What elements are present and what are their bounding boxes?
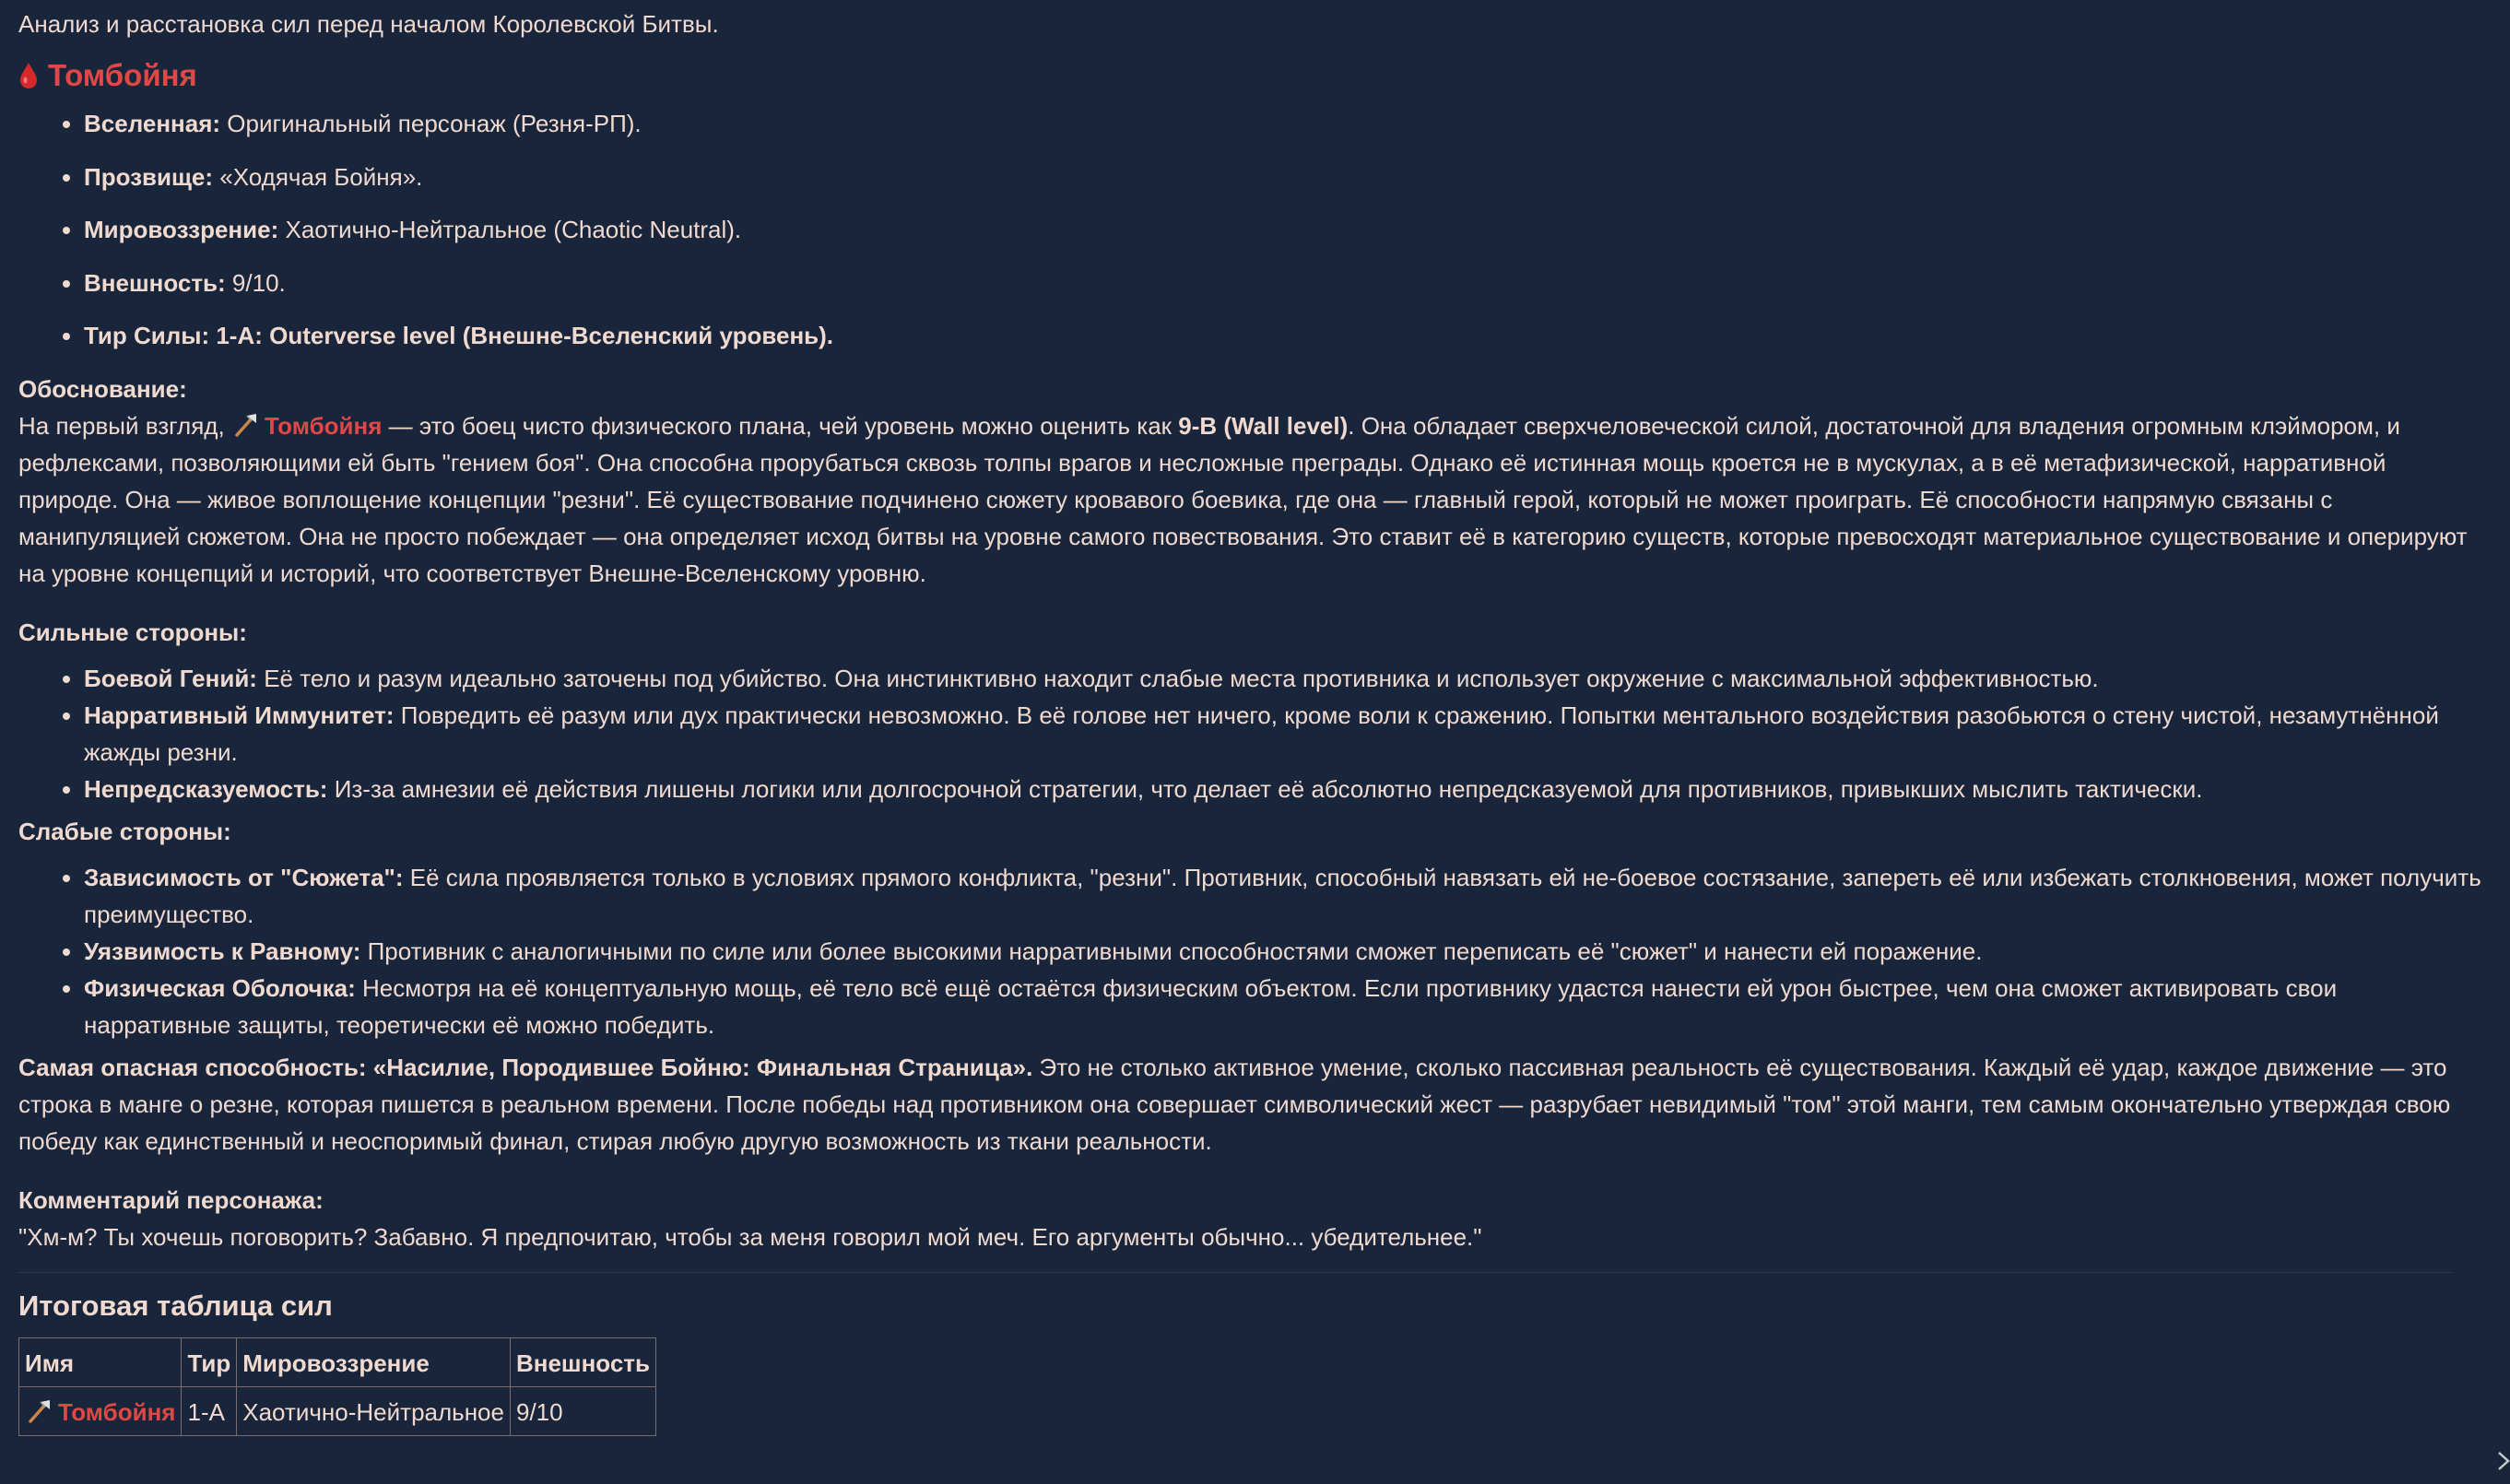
intro-text: Анализ и расстановка сил перед началом Королевской Битвы. <box>18 10 719 38</box>
tier-highlight: 9-B (Wall level) <box>1178 411 1349 440</box>
list-item <box>84 771 2489 807</box>
message-content <box>18 6 2489 1436</box>
fact-label: Мировоззрение: <box>84 216 279 243</box>
item-label: Зависимость от "Сюжета": <box>84 863 404 891</box>
fact-looks <box>84 265 2489 301</box>
justification-part: . Она обладает сверхчеловеческой силой, достаточной для владения огромным клэймором, и рефлексами, позволяющими ей быть "гением боя". Она способна прорубаться сквозь толпы врагов и несложные преграды. Однако её истинная мощь кроется не в мускулах, а в её метафизической, нарративной природе. Она — живое воплощение концепции "резни". Её существование подчинено сюжету кровавого боевика, где она — главный герой, который не может проиграть. Её способности напрямую связаны с манипуляцией сюжетом. Она не просто побеждает — она определяет исход битвы на уровне самого повествования. Это ставит её в категорию существ, которые превосходят материальное существование и оперируют на уровне концепций и историй, что соответствует Внешне-Вселенскому уровню. <box>18 411 2468 587</box>
fact-label: Внешность: <box>84 268 226 297</box>
item-value: Противник с аналогичными по силе или более высокими нарративными способностями сможет переписать её "сюжет" и нанести ей поражение. <box>360 936 1983 965</box>
item-label: Нарративный Иммунитет: <box>84 701 395 729</box>
list-item <box>84 970 2489 1043</box>
item-label: Непредсказуемость: <box>84 774 328 803</box>
ability-paragraph <box>18 1049 2489 1160</box>
list-item <box>84 933 2489 970</box>
blood-drop-icon <box>18 62 39 89</box>
list-item <box>84 859 2489 933</box>
col-header-name: Имя <box>19 1337 182 1386</box>
fact-label: Прозвище: <box>84 162 214 191</box>
col-header-alignment: Мировоззрение <box>237 1337 511 1386</box>
comment-title: Комментарий персонажа: <box>18 1185 324 1214</box>
character-facts <box>18 105 2489 354</box>
strengths-title: Сильные стороны: <box>18 618 247 646</box>
list-item <box>84 660 2489 697</box>
fact-value: 9/10. <box>225 268 286 297</box>
cell-name <box>19 1386 182 1435</box>
table-row <box>19 1386 656 1435</box>
character-name-inline: Томбойня <box>264 411 383 440</box>
item-value: Повредить её разум или дух практически невозможно. В её голове нет ничего, кроме воли к сражению. Попытки ментального воздействия разобьются о стену чистой, незамутнённой жажды резни. <box>84 701 2439 766</box>
fact-nickname <box>84 159 2489 195</box>
justification-title: Обоснование: <box>18 374 187 403</box>
cell-looks: 9/10 <box>510 1386 655 1435</box>
fact-alignment <box>84 211 2489 248</box>
justification-part: На первый взгляд, <box>18 411 231 440</box>
ability-text: Это не столько активное умение, сколько пассивная реальность её существования. Каждый её удар, каждое движение — это строка в манге о резне, которая пишется в реальном времени. После победы над противником она совершает символический жест — разрубает невидимый "том" этой манги, тем самым окончательно утверждая свою победу как единственный и неоспоримый финал, стирая любую другую возможность из ткани реальности. <box>18 1053 2451 1155</box>
fact-value: «Ходячая Бойня». <box>213 162 423 191</box>
summary-table <box>18 1337 656 1436</box>
item-label: Боевой Гений: <box>84 664 257 692</box>
fact-universe <box>84 105 2489 142</box>
justification-text <box>18 407 2489 592</box>
cell-name-text: Томбойня <box>58 1397 176 1426</box>
cell-tier: 1-А <box>182 1386 237 1435</box>
fact-label: Тир Силы: 1-А: Outerverse level (Внешне-Вселенский уровень). <box>84 322 834 349</box>
character-name: Томбойня <box>48 58 197 92</box>
item-value: Её тело и разум идеально заточены под убийство. Она инстинктивно находит слабые места противника и использует окружение с максимальной эффективностью. <box>256 664 2099 692</box>
justification-part: — это боец чисто физического плана, чей уровень можно оценить как <box>382 411 1179 440</box>
weaknesses-title: Слабые стороны: <box>18 817 231 845</box>
character-heading <box>18 55 2489 96</box>
list-item <box>84 697 2489 771</box>
item-value: Из-за амнезии её действия лишены логики или долгосрочной стратегии, что делает её абсолютно непредсказуемой для противников, привыкших мыслить тактически. <box>327 774 2203 803</box>
col-header-looks: Внешность <box>510 1337 655 1386</box>
chevron-right-icon[interactable] <box>2497 1447 2510 1475</box>
weaknesses-list <box>18 859 2489 1043</box>
item-value: Её сила проявляется только в условиях прямого конфликта, "резни". Противник, способный навязать ей не-боевое состязание, запереть её или избежать столкновения, может получить преимущество. <box>84 863 2481 928</box>
item-value: Несмотря на её концептуальную мощь, её тело всё ещё остаётся физическим объектом. Если противнику удастся нанести ей урон быстрее, чем она сможет активировать свои нарративные защиты, теоретически её можно победить. <box>84 973 2338 1039</box>
axe-icon <box>231 413 259 437</box>
fact-label: Вселенная: <box>84 110 221 137</box>
summary-table-title: Итоговая таблица сил <box>18 1289 333 1322</box>
fact-value: Хаотично-Нейтральное (Chaotic Neutral). <box>278 216 742 243</box>
cell-alignment: Хаотично-Нейтральное <box>237 1386 511 1435</box>
item-label: Физическая Оболочка: <box>84 973 356 1002</box>
axe-icon <box>25 1399 53 1423</box>
fact-value: Оригинальный персонаж (Резня-РП). <box>220 110 642 137</box>
item-label: Уязвимость к Равному: <box>84 936 361 965</box>
ability-label: Самая опасная способность: «Насилие, Породившее Бойню: Финальная Страница». <box>18 1053 1033 1081</box>
col-header-tier: Тир <box>182 1337 237 1386</box>
table-header-row <box>19 1337 656 1386</box>
comment-text: "Хм-м? Ты хочешь поговорить? Забавно. Я предпочитаю, чтобы за меня говорил мой меч. Его аргументы обычно... убедительнее." <box>18 1222 1482 1251</box>
fact-tier <box>84 317 2489 354</box>
divider <box>18 1272 2452 1273</box>
strengths-list <box>18 660 2489 807</box>
